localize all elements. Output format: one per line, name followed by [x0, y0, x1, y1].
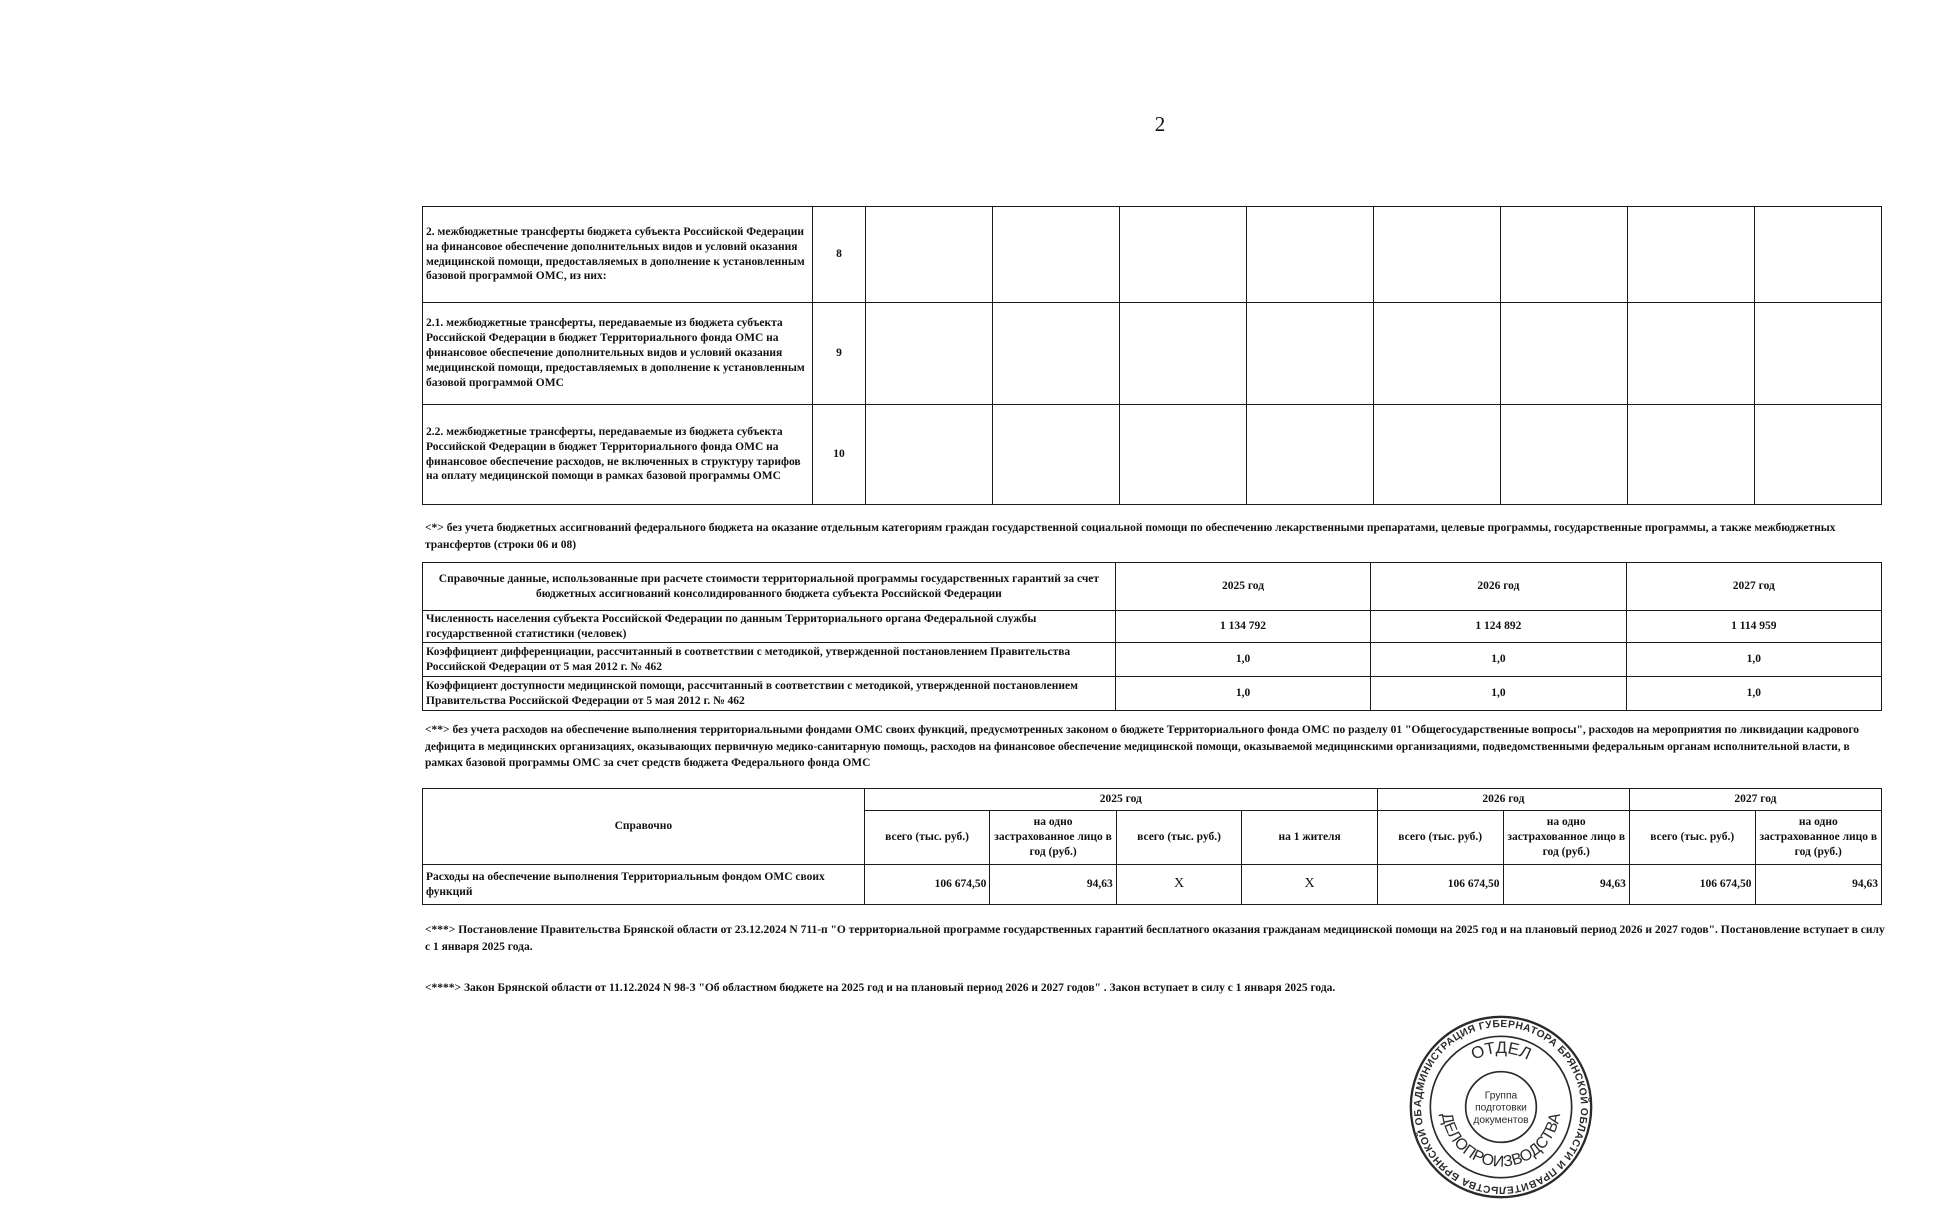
- subheader: всего (тыс. руб.): [864, 811, 990, 865]
- row-number: 9: [813, 303, 866, 405]
- table-row: [423, 207, 1882, 303]
- stamp-center-line: Группа: [1484, 1090, 1518, 1102]
- footnote-4: <****> Закон Брянской области от 11.12.2024 N 98-З "Об областном бюджете на 2025 год и на плановый период 2026 и 2027 годов" . Закон вступает в силу с 1 января 2025 года.: [425, 982, 1336, 994]
- empty-cell: [1374, 207, 1501, 303]
- svg-text:ОТДЕЛ: [1468, 1038, 1534, 1064]
- value-cell: 94,63: [1503, 865, 1629, 905]
- value-cell: X: [1116, 865, 1242, 905]
- empty-cell: [1374, 303, 1501, 405]
- value-cell: 1,0: [1115, 643, 1370, 677]
- row-number: 8: [813, 207, 866, 303]
- empty-cell: [993, 405, 1120, 505]
- empty-cell: [1628, 207, 1755, 303]
- subheader: на одно застрахованное лицо в год (руб.): [1755, 811, 1881, 865]
- expenses-reference-table: [422, 788, 1882, 905]
- value-cell: 1,0: [1626, 643, 1881, 677]
- value-cell: X: [1242, 865, 1378, 905]
- table-row: [423, 865, 1882, 905]
- value-cell: 1 124 892: [1371, 611, 1626, 643]
- footnote-2: <**> без учета расходов на обеспечение выполнения территориальными фондами ОМС своих функций, предусмотренных законом о бюджете Территориального фонда ОМС по разделу 01 "Общегосударственные вопросы", расходов на мероприятия по ликвидации кадрового дефицита в медицинских организациях, оказывающих первичную медико-санитарную помощь, расходов на финансовое обеспечение медицинской помощи, оказываемой медицинскими организациями, подведомственными федеральным органам исполнительной власти, в рамках базовой программы ОМС за счет средств бюджета Федерального фонда ОМС: [425, 724, 1860, 770]
- footnote-3: <***> Постановление Правительства Брянской области от 23.12.2024 N 711-п "О территориальной программе государственных гарантий бесплатного оказания гражданам медицинской помощи на 2025 год и на плановый период 2026 и 2027 годов". Постановление вступает в силу с 1 января 2025 года.: [425, 924, 1885, 953]
- value-cell: 94,63: [1755, 865, 1881, 905]
- empty-cell: [1755, 405, 1882, 505]
- empty-cell: [993, 303, 1120, 405]
- footnote-1: <*> без учета бюджетных ассигнований федерального бюджета на оказание отдельным категориям граждан государственной социальной помощи по обеспечению лекарственными препаратами, целевые программы, государственные программы, а также межбюджетных трансфертов (строки 06 и 08): [425, 522, 1836, 551]
- row-number: 10: [813, 405, 866, 505]
- row-label: 2. межбюджетные трансферты бюджета субъекта Российской Федерации на финансовое обеспечение дополнительных видов и условий оказания медицинской помощи, предоставляемых в дополнение к установленным базовой программой ОМС, из них:: [423, 207, 813, 303]
- empty-cell: [1501, 207, 1628, 303]
- table-row: [423, 643, 1882, 677]
- empty-cell: [1247, 405, 1374, 505]
- empty-cell: [1247, 207, 1374, 303]
- reference-label: Справочно: [423, 789, 865, 865]
- empty-cell: [1755, 207, 1882, 303]
- subheader: на одно застрахованное лицо в год (руб.): [990, 811, 1116, 865]
- value-cell: 1,0: [1371, 643, 1626, 677]
- subheader: на одно застрахованное лицо в год (руб.): [1503, 811, 1629, 865]
- subheader: всего (тыс. руб.): [1629, 811, 1755, 865]
- year-header: 2025 год: [864, 789, 1377, 811]
- table-header-row: [423, 563, 1882, 611]
- empty-cell: [1628, 405, 1755, 505]
- row-label: 2.2. межбюджетные трансферты, передаваемые из бюджета субъекта Российской Федерации в бюджет Территориального фонда ОМС на финансовое обеспечение расходов, не включенных в структуру тарифов на оплату медицинской помощи в рамках базовой программы ОМС: [423, 405, 813, 505]
- empty-cell: [1120, 207, 1247, 303]
- empty-cell: [1120, 405, 1247, 505]
- empty-cell: [1501, 303, 1628, 405]
- row-label: Коэффициент доступности медицинской помощи, рассчитанный в соответствии с методикой, утвержденной постановлением Правительства Российской Федерации от 5 мая 2012 г. № 462: [423, 677, 1116, 711]
- value-cell: 106 674,50: [1629, 865, 1755, 905]
- value-cell: 1,0: [1626, 677, 1881, 711]
- table-row: [423, 611, 1882, 643]
- empty-cell: [993, 207, 1120, 303]
- year-header: 2025 год: [1115, 563, 1370, 611]
- stamp-center-line: документов: [1473, 1114, 1529, 1126]
- value-cell: 1 134 792: [1115, 611, 1370, 643]
- row-label: Коэффициент дифференциации, рассчитанный в соответствии с методикой, утвержденной постановлением Правительства Российской Федерации от 5 мая 2012 г. № 462: [423, 643, 1116, 677]
- table-row: [423, 405, 1882, 505]
- value-cell: 94,63: [990, 865, 1116, 905]
- year-header: 2027 год: [1629, 789, 1881, 811]
- table-row: [423, 677, 1882, 711]
- stamp-bottom-text: ДЕЛОПРОИЗВОДСТВА: [1437, 1111, 1565, 1171]
- table-row: [423, 303, 1882, 405]
- official-stamp: [1408, 1014, 1594, 1200]
- empty-cell: [866, 303, 993, 405]
- value-cell: 106 674,50: [1377, 865, 1503, 905]
- row-label: Численность населения субъекта Российской Федерации по данным Территориального органа Федеральной службы государственной статистики (человек): [423, 611, 1116, 643]
- empty-cell: [866, 207, 993, 303]
- header-label: Справочные данные, использованные при расчете стоимости территориальной программы государственных гарантий за счет бюджетных ассигнований консолидированного бюджета субъекта Российской Федерации: [423, 563, 1116, 611]
- empty-cell: [1120, 303, 1247, 405]
- empty-cell: [866, 405, 993, 505]
- value-cell: 1 114 959: [1626, 611, 1881, 643]
- table-header-row: [423, 789, 1882, 811]
- row-label: 2.1. межбюджетные трансферты, передаваемые из бюджета субъекта Российской Федерации в бюджет Территориального фонда ОМС на финансовое обеспечение дополнительных видов и условий оказания медицинской помощи, предоставляемых в дополнение к установленным базовой программой ОМС: [423, 303, 813, 405]
- row-label: Расходы на обеспечение выполнения Территориальным фондом ОМС своих функций: [423, 865, 865, 905]
- subheader: всего (тыс. руб.): [1116, 811, 1242, 865]
- page-number: 2: [1154, 112, 1166, 136]
- empty-cell: [1501, 405, 1628, 505]
- year-header: 2026 год: [1377, 789, 1629, 811]
- empty-cell: [1755, 303, 1882, 405]
- transfers-table: [422, 206, 1882, 505]
- year-header: 2026 год: [1371, 563, 1626, 611]
- value-cell: 1,0: [1371, 677, 1626, 711]
- stamp-outer-text: АДМИНИСТРАЦИЯ ГУБЕРНАТОРА БРЯНСКОЙ ОБЛАСТИ И ПРАВИТЕЛЬСТВА БРЯНСКОЙ ОБ: [1412, 1018, 1590, 1196]
- reference-data-table: [422, 562, 1882, 711]
- empty-cell: [1628, 303, 1755, 405]
- value-cell: 1,0: [1115, 677, 1370, 711]
- empty-cell: [1247, 303, 1374, 405]
- value-cell: 106 674,50: [864, 865, 990, 905]
- stamp-top-text: ОТДЕЛ: [1468, 1038, 1535, 1064]
- year-header: 2027 год: [1626, 563, 1881, 611]
- stamp-center-line: подготовки: [1475, 1102, 1527, 1114]
- subheader: на 1 жителя: [1242, 811, 1378, 865]
- empty-cell: [1374, 405, 1501, 505]
- subheader: всего (тыс. руб.): [1377, 811, 1503, 865]
